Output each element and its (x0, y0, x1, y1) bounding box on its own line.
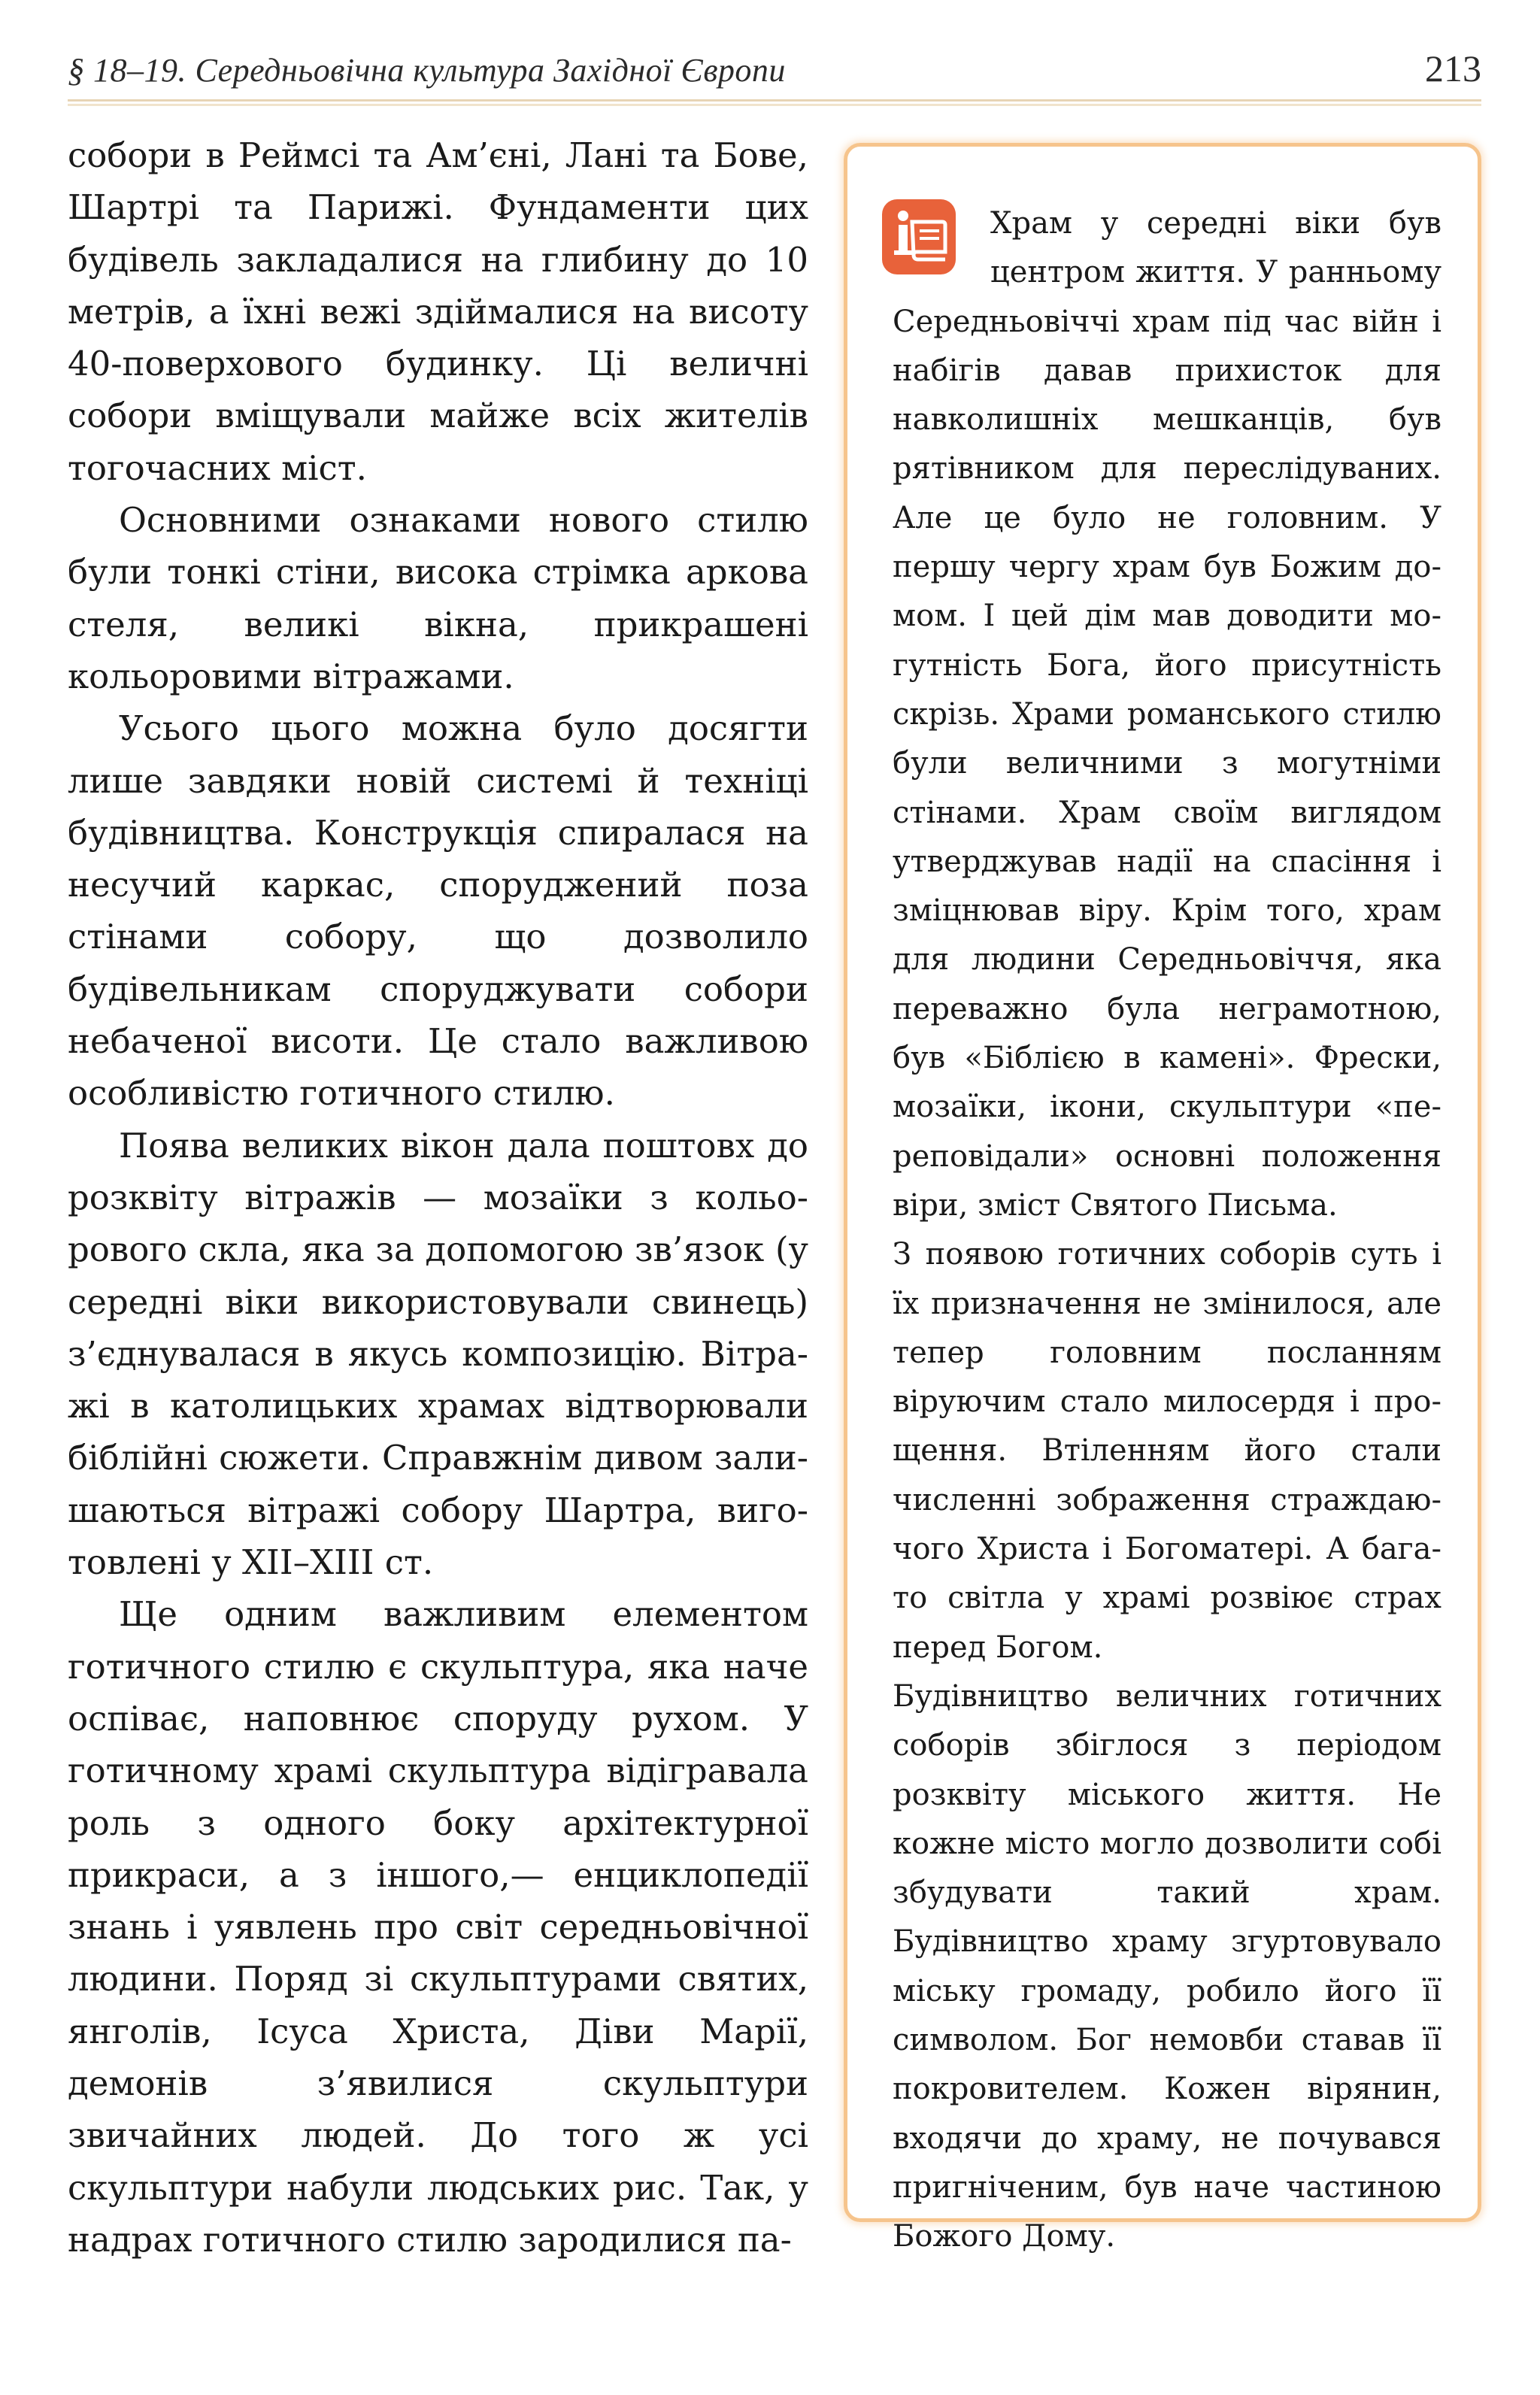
header-divider (68, 99, 1481, 106)
paragraph: собори в Реймсі та Ам’єні, Лані та Бове, Шартрі та Парижі. Фундаменти цих будівель закладалися на глибину до 10 метрів, а їхні вежі здіймалися на висоту 40-поверхового будинку. Ці величні собори вміщували майже всіх жителів тогочасних міст. (68, 135, 808, 488)
paragraph: Усього цього можна було досягти лише завдяки новій системі й техніці будівництва. Конструкція спиралася на несучий каркас, споруджений поза стінами собору, що дозволило будівельникам споруджувати собори небаченої висоти. Це стало важливою особливістю готичного стилю. (68, 708, 808, 1114)
main-text-column (68, 129, 808, 2266)
paragraph: Поява великих вікон дала поштовх до розквіту вітражів — мозаїки з кольорового скла, яка за допомогою зв’язок (у середні віки використовували свинець) з’єднувалася в якусь композицію. Вітражі в католицьких храмах відтворювали біблійні сюжети. Справжнім дивом залишаються вітражі собору Шартра, виготовлені у XII–XIII ст. (68, 1125, 808, 1583)
paragraph: Основними ознаками нового стилю були тонкі стіни, висока стрімка аркова стеля, великі вікна, прикрашені кольоровими вітражами. (68, 500, 808, 696)
sidebar-paragraph: З появою готичних соборів суть і їх призначення не змінилося, але тепер головним посланням віруючим стало милосердя і прощення. Втіленням його стали численні зображення страждаючого Христа і Богоматері. А багато світла у храмі розвіює страх перед Богом. (893, 1237, 1441, 1665)
paragraph: Ще одним важливим елементом готичного стилю є скульптура, яка наче оспіває, наповнює споруду рухом. У готичному храмі скульптура відігравала роль з одного боку архітектурної прикраси, а з іншого,— енциклопедії знань і уявлень про світ середньовічної людини. Поряд зі скульптурами святих, янголів, Ісуса Христа, Діви Марії, демонів з’явилися скульптури звичайних людей. До того ж усі скульптури набули людських рис. Так, у надрах готичного стилю зародилися па- (68, 1594, 808, 2260)
section-title: § 18–19. Середньовічна культура Західної Європи (68, 52, 786, 89)
page-number: 213 (1425, 47, 1481, 89)
page-header (68, 44, 1481, 96)
sidebar-paragraph: Храм у середні віки був центром життя. У ранньому Середньовіччі храм під час війн і набігів давав прихисток для навколишніх мешканців, був рятівником для переслідуваних. Але це було не головним. У першу чергу храм був Божим домом. І цей дім мав доводити могутність Бога, його присутність скрізь. Храми романського стилю були величними з могутніми стінами. Храм своїм виглядом утверджував надії на спасіння і зміцнював віру. Крім того, храм для людини Середньовіччя, яка переважно була неграмотною, був «Біблією в камені». Фрески, мозаїки, ікони, скульптури «переповідали» основні положення віри, зміст Святого Письма. (893, 206, 1441, 1223)
sidebar-text (893, 199, 1441, 2261)
sidebar-paragraph: Будівництво величних готичних соборів збіглося з періодом розквіту міського життя. Не кожне місто могло дозволити собі збудувати такий храм. Будівництво храму згуртовувало міську громаду, робило його її символом. Бог немовби ставав її покровителем. Кожен вірянин, входячи до храму, не почувався пригніченим, був наче частиною Божого Дому. (893, 1678, 1441, 2254)
info-sidebar-box (844, 143, 1481, 2254)
